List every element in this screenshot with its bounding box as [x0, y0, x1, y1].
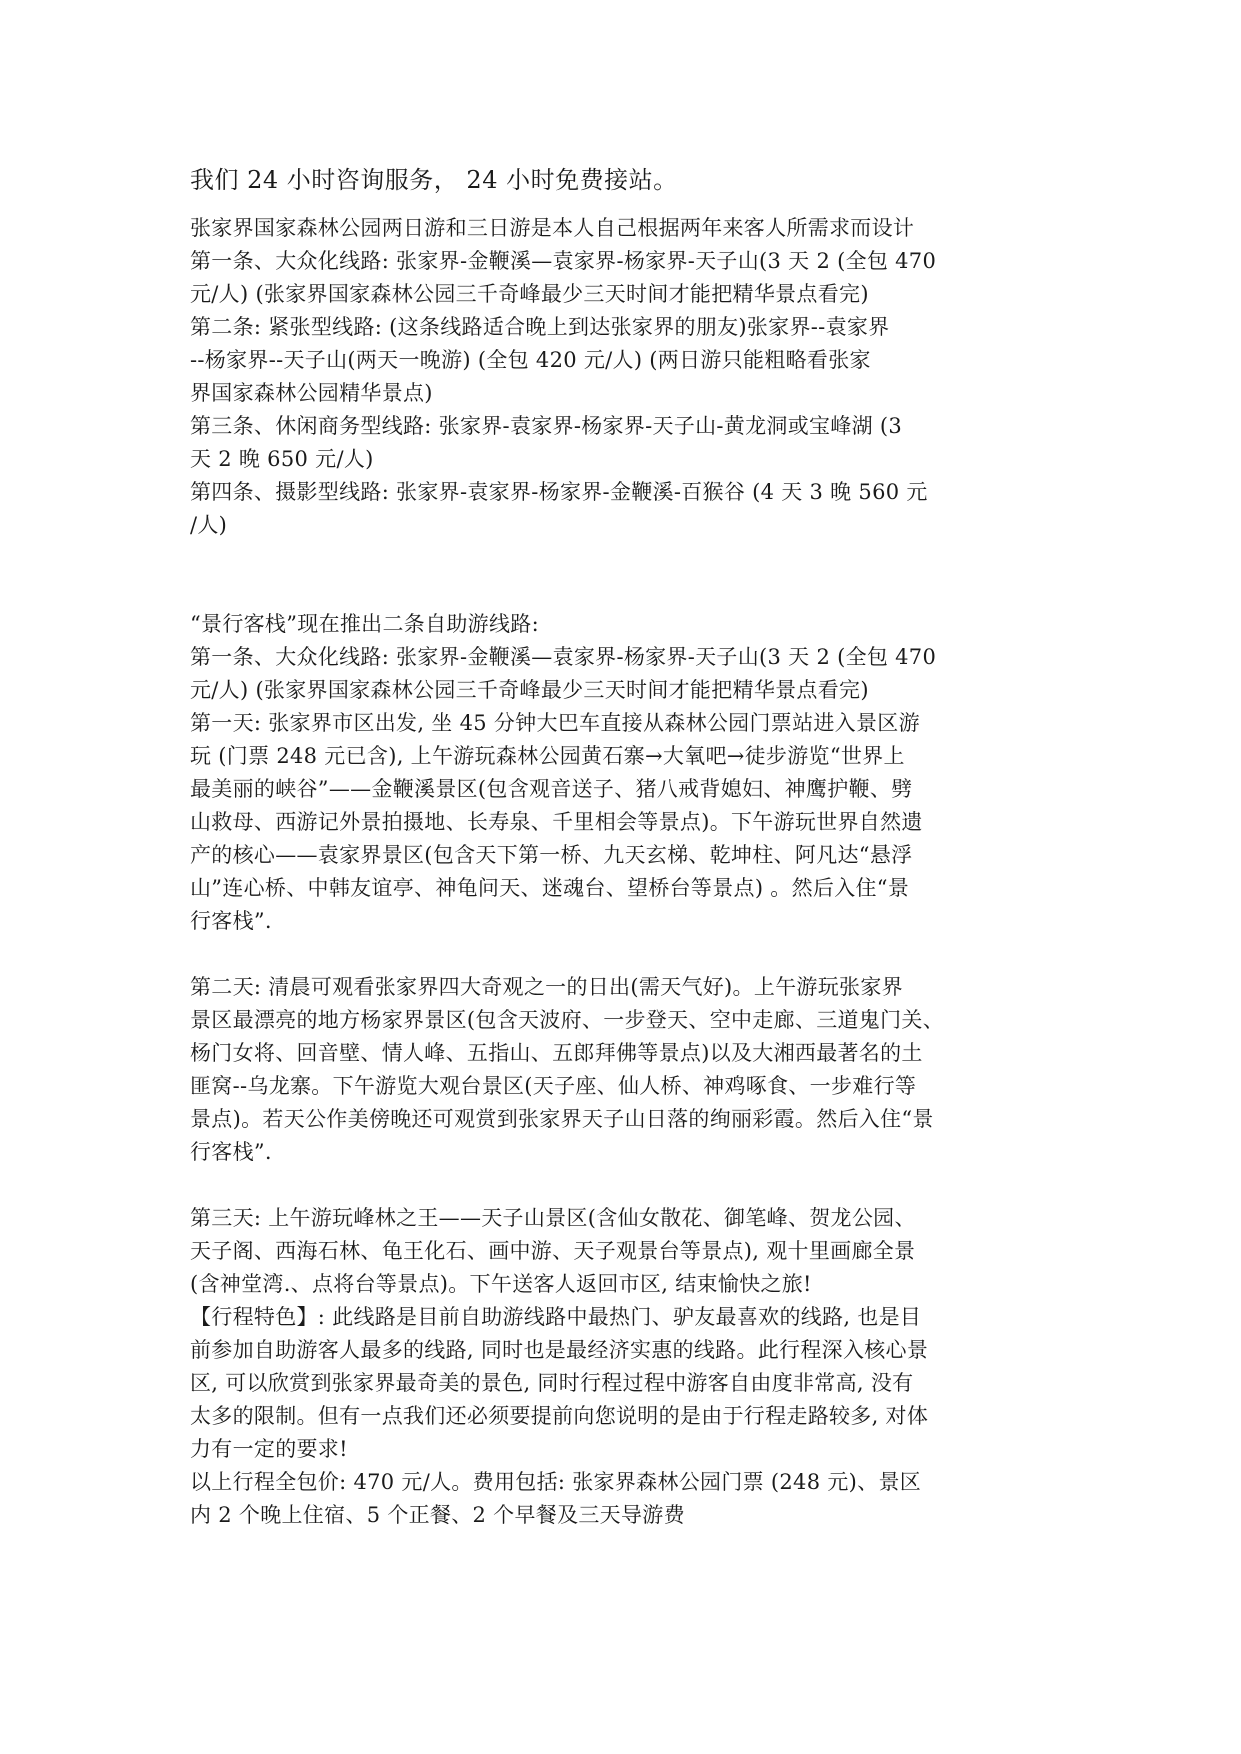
text-line: 力有一定的要求!: [190, 1437, 348, 1461]
text-line: 山”连心桥、中韩友谊亭、神龟问天、迷魂台、望桥台等景点) 。然后入住“景: [190, 876, 910, 900]
text-line: 第一条、大众化线路: 张家界-金鞭溪—袁家界-杨家界-天子山(3 天 2 (全包 470: [190, 249, 937, 273]
text-line: 行客栈”.: [190, 909, 272, 933]
text-line: 元/人) (张家界国家森林公园三千奇峰最少三天时间才能把精华景点看完): [190, 282, 869, 306]
text-line: 以上行程全包价: 470 元/人。费用包括: 张家界森林公园门票 (248 元)、景区: [190, 1470, 922, 1494]
text-line: 景区最漂亮的地方杨家界景区(包含天波府、一步登天、空中走廊、三道鬼门关、: [190, 1008, 944, 1032]
text-line: (含神堂湾.、点将台等景点)。下午送客人返回市区, 结束愉快之旅!: [190, 1272, 812, 1296]
text-line: “景行客栈”现在推出二条自助游线路:: [190, 612, 539, 636]
day-one-section: [190, 608, 1070, 938]
text-line: 杨门女将、回音壁、情人峰、五指山、五郎拜佛等景点)以及大湘西最著名的土: [190, 1041, 923, 1065]
spacer: [190, 542, 1070, 608]
text-line: 张家界国家森林公园两日游和三日游是本人自己根据两年来客人所需求而设计: [190, 216, 915, 240]
routes-overview: [190, 212, 1070, 542]
text-line: 最美丽的峡谷”——金鞭溪景区(包含观音送子、猪八戒背媳妇、神鹰护鞭、劈: [190, 777, 913, 801]
text-line: 太多的限制。但有一点我们还必须要提前向您说明的是由于行程走路较多, 对体: [190, 1404, 929, 1428]
text-line: 第二天: 清晨可观看张家界四大奇观之一的日出(需天气好)。上午游玩张家界: [190, 975, 903, 999]
day-two-section: [190, 971, 1070, 1169]
text-line: 产的核心——袁家界景区(包含天下第一桥、九天玄梯、乾坤柱、阿凡达“悬浮: [190, 843, 913, 867]
day-three-section: [190, 1202, 1070, 1532]
text-line: 山救母、西游记外景拍摄地、长寿泉、千里相会等景点)。下午游玩世界自然遗: [190, 810, 923, 834]
text-line: 【行程特色】: 此线路是目前自助游线路中最热门、驴友最喜欢的线路, 也是目: [190, 1305, 922, 1329]
text-line: 景点)。若天公作美傍晚还可观赏到张家界天子山日落的绚丽彩霞。然后入住“景: [190, 1107, 934, 1131]
text-line: 第三条、休闲商务型线路: 张家界-袁家界-杨家界-天子山-黄龙洞或宝峰湖 (3: [190, 414, 903, 438]
text-line: 区, 可以欣赏到张家界最奇美的景色, 同时行程过程中游客自由度非常高, 没有: [190, 1371, 914, 1395]
text-line: 天子阁、西海石林、龟王化石、画中游、天子观景台等景点), 观十里画廊全景: [190, 1239, 916, 1263]
text-line: 第一天: 张家界市区出发, 坐 45 分钟大巴车直接从森林公园门票站进入景区游: [190, 711, 920, 735]
text-line: 第四条、摄影型线路: 张家界-袁家界-杨家界-金鞭溪-百猴谷 (4 天 3 晚 560 元: [190, 480, 928, 504]
spacer: [190, 1169, 1070, 1202]
text-line: 前参加自助游客人最多的线路, 同时也是最经济实惠的线路。此行程深入核心景: [190, 1338, 929, 1362]
text-line: 匪窝--乌龙寨。下午游览大观台景区(天子座、仙人桥、神鸡啄食、一步难行等: [190, 1074, 917, 1098]
text-line: 内 2 个晚上住宿、5 个正餐、2 个早餐及三天导游费: [190, 1503, 685, 1527]
text-line: /人): [190, 513, 228, 537]
text-line: 玩 (门票 248 元已含), 上午游玩森林公园黄石寨→大氧吧→徒步游览“世界上: [190, 744, 905, 768]
headline: 我们 24 小时咨询服务， 24 小时免费接站。: [190, 166, 678, 194]
text-line: 第二条: 紧张型线路: (这条线路适合晚上到达张家界的朋友)张家界--袁家界: [190, 315, 890, 339]
document-body: [190, 160, 1070, 1532]
text-line: 第三天: 上午游玩峰林之王——天子山景区(含仙女散花、御笔峰、贺龙公园、: [190, 1206, 916, 1230]
text-line: 第一条、大众化线路: 张家界-金鞭溪—袁家界-杨家界-天子山(3 天 2 (全包 470: [190, 645, 937, 669]
spacer: [190, 938, 1070, 971]
text-line: 行客栈”.: [190, 1140, 272, 1164]
text-line: 界国家森林公园精华景点): [190, 381, 433, 405]
text-line: 元/人) (张家界国家森林公园三千奇峰最少三天时间才能把精华景点看完): [190, 678, 869, 702]
text-line: --杨家界--天子山(两天一晚游) (全包 420 元/人) (两日游只能粗略看张家: [190, 348, 871, 372]
text-line: 天 2 晚 650 元/人): [190, 447, 374, 471]
